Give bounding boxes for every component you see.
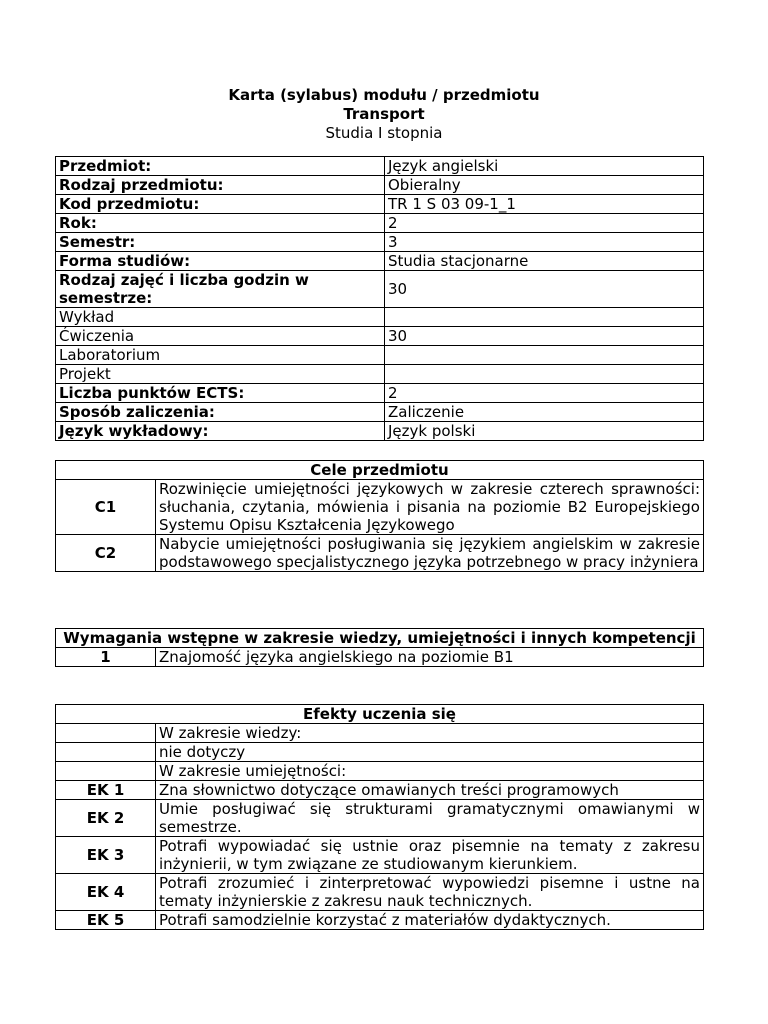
requirements-row xyxy=(56,648,704,667)
outcomes-text: Potrafi wypowiadać się ustnie oraz pisemnie na tematy z zakresu inżynierii, w tym związane ze studiowanym kierunkiem. xyxy=(156,837,704,874)
info-value xyxy=(385,308,704,327)
info-value: 3 xyxy=(385,233,704,252)
info-row xyxy=(56,271,704,308)
info-value xyxy=(385,346,704,365)
info-row xyxy=(56,233,704,252)
info-label: Rodzaj zajęć i liczba godzin w semestrze: xyxy=(56,271,385,308)
outcomes-row xyxy=(56,911,704,930)
requirements-text: Znajomość języka angielskiego na poziomie B1 xyxy=(156,648,704,667)
info-label: Projekt xyxy=(56,365,385,384)
info-value: Studia stacjonarne xyxy=(385,252,704,271)
course-goals-table xyxy=(55,460,704,572)
requirements-code: 1 xyxy=(56,648,156,667)
info-row xyxy=(56,195,704,214)
outcomes-text: Potrafi zrozumieć i zinterpretować wypowiedzi pisemne i ustne na tematy inżynierskie z zakresu nauk technicznych. xyxy=(156,874,704,911)
outcomes-code: EK 4 xyxy=(56,874,156,911)
outcomes-row xyxy=(56,837,704,874)
info-value: Zaliczenie xyxy=(385,403,704,422)
outcomes-row xyxy=(56,781,704,800)
info-row xyxy=(56,252,704,271)
outcomes-code: EK 2 xyxy=(56,800,156,837)
outcomes-row xyxy=(56,800,704,837)
outcomes-row xyxy=(56,743,704,762)
course-info-table xyxy=(55,156,704,441)
goals-code: C2 xyxy=(56,535,156,572)
info-value xyxy=(385,365,704,384)
goals-text: Nabycie umiejętności posługiwania się językiem angielskim w zakresie podstawowego specjalistycznego języka potrzebnego w pracy inżyniera xyxy=(156,535,704,572)
outcomes-text: Potrafi samodzielnie korzystać z materiałów dydaktycznych. xyxy=(156,911,704,930)
info-row xyxy=(56,214,704,233)
outcomes-text: W zakresie wiedzy: xyxy=(156,724,704,743)
info-row xyxy=(56,308,704,327)
info-label: Liczba punktów ECTS: xyxy=(56,384,385,403)
info-row xyxy=(56,422,704,441)
info-label: Język wykładowy: xyxy=(56,422,385,441)
info-value: 30 xyxy=(385,271,704,308)
info-value: 2 xyxy=(385,384,704,403)
info-label: Rodzaj przedmiotu: xyxy=(56,176,385,195)
document-header xyxy=(0,86,768,143)
outcomes-code xyxy=(56,762,156,781)
outcomes-code: EK 1 xyxy=(56,781,156,800)
outcomes-row xyxy=(56,874,704,911)
outcomes-code: EK 3 xyxy=(56,837,156,874)
outcomes-text: Zna słownictwo dotyczące omawianych treści programowych xyxy=(156,781,704,800)
info-value: Obieralny xyxy=(385,176,704,195)
outcomes-text: W zakresie umiejętności: xyxy=(156,762,704,781)
outcomes-row xyxy=(56,762,704,781)
info-row xyxy=(56,403,704,422)
info-label: Przedmiot: xyxy=(56,157,385,176)
info-label: Forma studiów: xyxy=(56,252,385,271)
info-row xyxy=(56,346,704,365)
outcomes-text: Umie posługiwać się strukturami gramatycznymi omawianymi w semestrze. xyxy=(156,800,704,837)
field-of-study: Transport xyxy=(343,105,425,123)
outcomes-code xyxy=(56,724,156,743)
info-value: Język angielski xyxy=(385,157,704,176)
info-row xyxy=(56,157,704,176)
outcomes-code xyxy=(56,743,156,762)
outcomes-row xyxy=(56,724,704,743)
info-value: TR 1 S 03 09-1_1 xyxy=(385,195,704,214)
goals-row xyxy=(56,535,704,572)
goals-code: C1 xyxy=(56,480,156,535)
learning-outcomes-table xyxy=(55,704,704,930)
outcomes-text: nie dotyczy xyxy=(156,743,704,762)
info-label: Wykład xyxy=(56,308,385,327)
goals-text: Rozwinięcie umiejętności językowych w zakresie czterech sprawności: słuchania, czytania, mówienia i pisania na poziomie B2 Europejskiego Systemu Opisu Kształcenia Językowego xyxy=(156,480,704,535)
info-row xyxy=(56,384,704,403)
info-label: Rok: xyxy=(56,214,385,233)
prerequisites-title: Wymagania wstępne w zakresie wiedzy, umiejętności i innych kompetencji xyxy=(56,629,704,648)
goals-row xyxy=(56,480,704,535)
study-level: Studia I stopnia xyxy=(325,124,443,142)
goals-title: Cele przedmiotu xyxy=(56,461,704,480)
document-title: Karta (sylabus) modułu / przedmiotu xyxy=(228,86,540,104)
info-value: Język polski xyxy=(385,422,704,441)
outcomes-code: EK 5 xyxy=(56,911,156,930)
info-label: Ćwiczenia xyxy=(56,327,385,346)
info-label: Sposób zaliczenia: xyxy=(56,403,385,422)
outcomes-title: Efekty uczenia się xyxy=(56,705,704,724)
info-value: 30 xyxy=(385,327,704,346)
info-label: Semestr: xyxy=(56,233,385,252)
info-row xyxy=(56,176,704,195)
prerequisites-table xyxy=(55,628,704,667)
info-label: Kod przedmiotu: xyxy=(56,195,385,214)
info-row xyxy=(56,327,704,346)
info-label: Laboratorium xyxy=(56,346,385,365)
info-row xyxy=(56,365,704,384)
info-value: 2 xyxy=(385,214,704,233)
